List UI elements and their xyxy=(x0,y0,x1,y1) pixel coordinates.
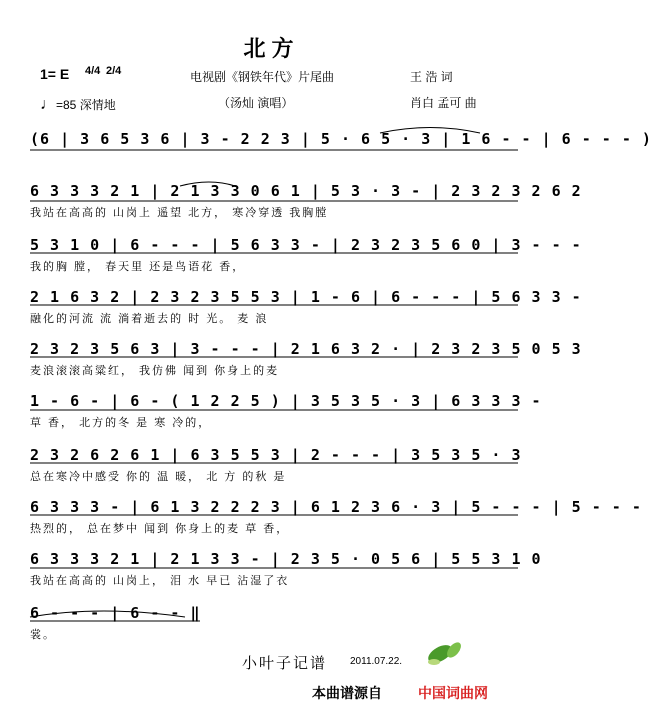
tempo-text: =85 深情地 xyxy=(56,98,116,112)
lyric-row-4: 融化的河流 流 淌着逝去的 时 光。 麦 浪 xyxy=(30,313,269,325)
lyric-row-10: 裳。 xyxy=(30,629,56,641)
key-signature: 1= E xyxy=(40,66,70,82)
notation-row-8: 6 3 3 3 - | 6 1 3 2 2 2 3 | 6 1 2 3 6 · 3 | 5 - - - | 5 - - - xyxy=(30,498,642,516)
source-label: 本曲谱源自 xyxy=(312,685,382,701)
transcription-date: 2011.07.22. xyxy=(350,656,403,667)
source-site-link[interactable]: 中国词曲网 xyxy=(418,685,488,701)
transcriber-signature: 小叶子记谱 xyxy=(242,655,328,672)
quarter-note-icon: ♩ xyxy=(40,96,56,113)
lyric-row-3: 我的胸 膛， 春天里 还是鸟语花 香， xyxy=(30,261,246,273)
time-signature-2-4: 2/4 xyxy=(106,65,122,77)
tie-arc-1 xyxy=(380,128,480,134)
composer-credit: 肖白 孟可 曲 xyxy=(410,96,477,110)
lyric-row-6: 草 香， 北方的冬 是 寒 冷的， xyxy=(30,417,212,429)
notation-row-5: 2 3 2 3 5 6 3 | 3 - - - | 2 1 6 3 2 · | 2 3 2 3 5 0 5 3 xyxy=(30,340,582,358)
notation-row-2: 6 3 3 3 2 1 | 2 1 3 3 0 6 1 | 5 3 · 3 - | 2 3 2 3 2 6 2 xyxy=(30,182,582,200)
notation-row-4: 2 1 6 3 2 | 2 3 2 3 5 5 3 | 1 - 6 | 6 - - - | 5 6 3 3 - xyxy=(30,288,582,306)
lyric-row-7: 总在寒冷中感受 你的 温 暖， 北 方 的秋 是 xyxy=(30,471,287,483)
lyric-row-5: 麦浪滚滚高粱红， 我仿佛 闻到 你身上的麦 xyxy=(30,365,280,377)
lyric-row-2: 我站在高高的 山岗上 遥望 北方， 寒冷穿透 我胸膛 xyxy=(30,207,329,219)
notation-row-6: 1 - 6 - | 6 - ( 1 2 2 5 ) | 3 5 3 5 · 3 | 6 3 3 3 - xyxy=(30,392,542,410)
notation-row-7: 2 3 2 6 2 6 1 | 6 3 5 5 3 | 2 - - - | 3 5 3 5 · 3 xyxy=(30,446,522,464)
notation-row-3: 5 3 1 0 | 6 - - - | 5 6 3 3 - | 2 3 2 3 5 6 0 | 3 - - - xyxy=(30,236,582,254)
notation-row-9: 6 3 3 3 2 1 | 2 1 3 3 - | 2 3 5 · 0 5 6 | 5 5 3 1 0 xyxy=(30,550,542,568)
performer: （汤灿 演唱） xyxy=(218,96,294,110)
subtitle: 电视剧《钢铁年代》片尾曲 xyxy=(190,70,335,84)
lyric-row-8: 热烈的， 总在梦中 闻到 你身上的麦 草 香， xyxy=(30,523,290,535)
song-title: 北方 xyxy=(243,36,300,61)
leaf-logo-icon xyxy=(425,640,463,667)
tie-arc-2 xyxy=(180,182,235,186)
notation-row-10: 6 - - - | 6 - - ‖ xyxy=(30,604,201,622)
lyricist-credit: 王 浩 词 xyxy=(410,70,453,84)
notation-row-1: (6 | 3 6 5 3 6 | 3 - 2 2 3 | 5 · 6 5 · 3 | 1 6 - - | 6 - - - ) xyxy=(30,130,652,148)
tie-arc-3 xyxy=(30,611,185,617)
lyric-row-9: 我站在高高的 山岗上， 泪 水 早已 沾湿了衣 xyxy=(30,575,290,587)
time-signature-4-4: 4/4 xyxy=(85,65,101,77)
